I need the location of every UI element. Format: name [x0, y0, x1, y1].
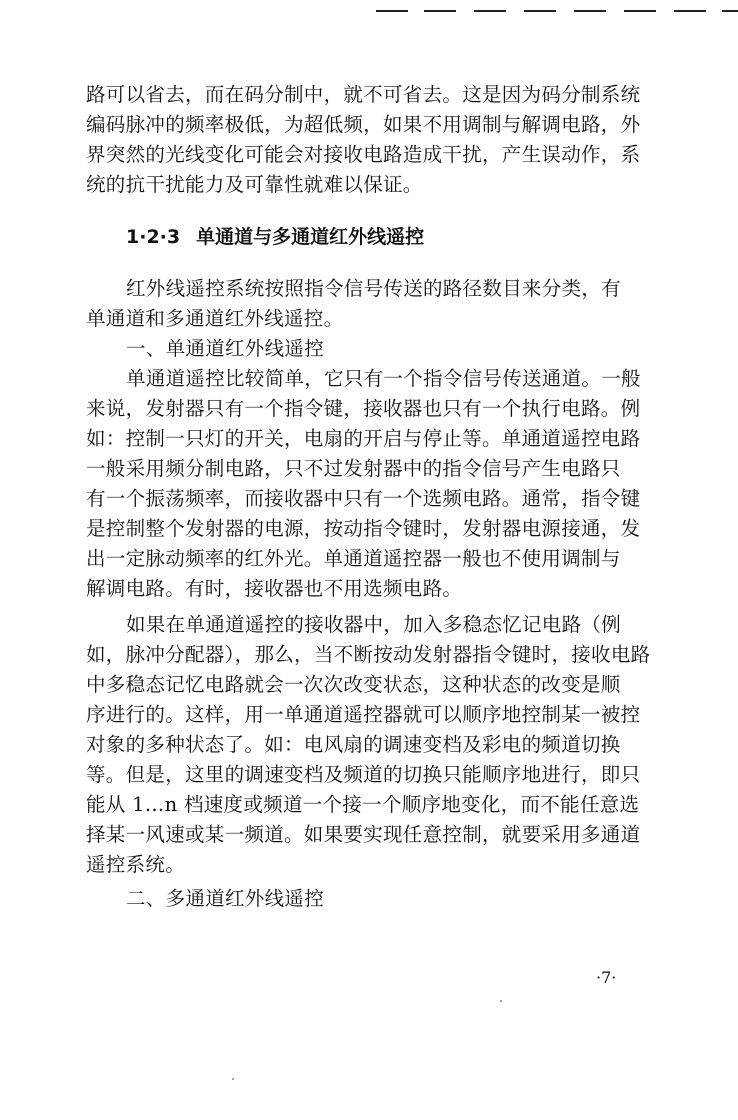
subsection-heading-multi: 二、多通道红外线遥控	[126, 887, 325, 910]
header-rule	[574, 0, 606, 12]
header-rule	[722, 0, 738, 12]
text-line: 单通道和多通道红外线遥控。	[86, 307, 344, 330]
text-line: 等。但是，这里的调速变档及频道的切换只能顺序地进行，即只	[86, 763, 641, 786]
header-rule	[424, 0, 456, 12]
header-rule	[376, 0, 408, 12]
page-number: ·7·	[596, 968, 617, 987]
page-body	[86, 80, 656, 914]
paragraph-single-channel	[86, 364, 656, 604]
text-line: 解调电路。有时，接收器也不用选频电路。	[86, 577, 463, 600]
paragraph-classify	[86, 274, 656, 334]
scan-speck	[232, 1078, 234, 1080]
text-line: 如，脉冲分配器），那么，当不断按动发射器指令键时，接收电路	[86, 643, 651, 666]
text-line: 路可以省去，而在码分制中，就不可省去。这是因为码分制系统	[86, 83, 641, 106]
text-line: 有一个振荡频率，而接收器中只有一个选频电路。通常，指令键	[86, 487, 641, 510]
paragraph-multi-state	[86, 610, 656, 880]
text-line: 如：控制一只灯的开关，电扇的开启与停止等。单通道遥控电路	[86, 427, 641, 450]
paragraph-intro	[86, 80, 656, 200]
section-number: 1·2·3	[126, 226, 181, 248]
section-title: 单通道与多通道红外线遥控	[196, 226, 425, 248]
text-line: 出一定脉动频率的红外光。单通道遥控器一般也不使用调制与	[86, 547, 621, 570]
header-rule	[674, 0, 706, 12]
text-line: 中多稳态记忆电路就会一次次改变状态，这种状态的改变是顺	[86, 673, 621, 696]
header-rule	[624, 0, 656, 12]
text-line: 界突然的光线变化可能会对接收电路造成干扰，产生误动作，系	[86, 143, 641, 166]
header-rule	[524, 0, 556, 12]
text-line: 择某一风速或某一频道。如果要实现任意控制，就要采用多通道	[86, 823, 641, 846]
text-line: 编码脉冲的频率极低，为超低频，如果不用调制与解调电路，外	[86, 113, 641, 136]
text-line: 红外线遥控系统按照指令信号传送的路径数目来分类，有	[126, 277, 622, 300]
text-line: 一般采用频分制电路，只不过发射器中的指令信号产生电路只	[86, 457, 621, 480]
scan-speck	[500, 1000, 502, 1002]
text-line: 统的抗干扰能力及可靠性就难以保证。	[86, 173, 423, 196]
text-line: 如果在单通道遥控的接收器中，加入多稳态忆记电路（例	[126, 613, 622, 636]
text-line: 单通道遥控比较简单，它只有一个指令信号传送通道。一般	[126, 367, 641, 390]
header-rule	[474, 0, 506, 12]
text-line: 来说，发射器只有一个指令键，接收器也只有一个执行电路。例	[86, 397, 641, 420]
text-line: 序进行的。这样，用一单通道遥控器就可以顺序地控制某一被控	[86, 703, 641, 726]
section-heading	[86, 222, 656, 252]
text-line: 能从 1…n 档速度或频道一个接一个顺序地变化，而不能任意选	[86, 793, 640, 816]
text-line: 对象的多种状态了。如：电风扇的调速变档及彩电的频道切换	[86, 733, 621, 756]
text-line: 遥控系统。	[86, 853, 186, 876]
text-line: 是控制整个发射器的电源，按动指令键时，发射器电源接通，发	[86, 517, 641, 540]
subsection-heading-single: 一、单通道红外线遥控	[126, 337, 325, 360]
